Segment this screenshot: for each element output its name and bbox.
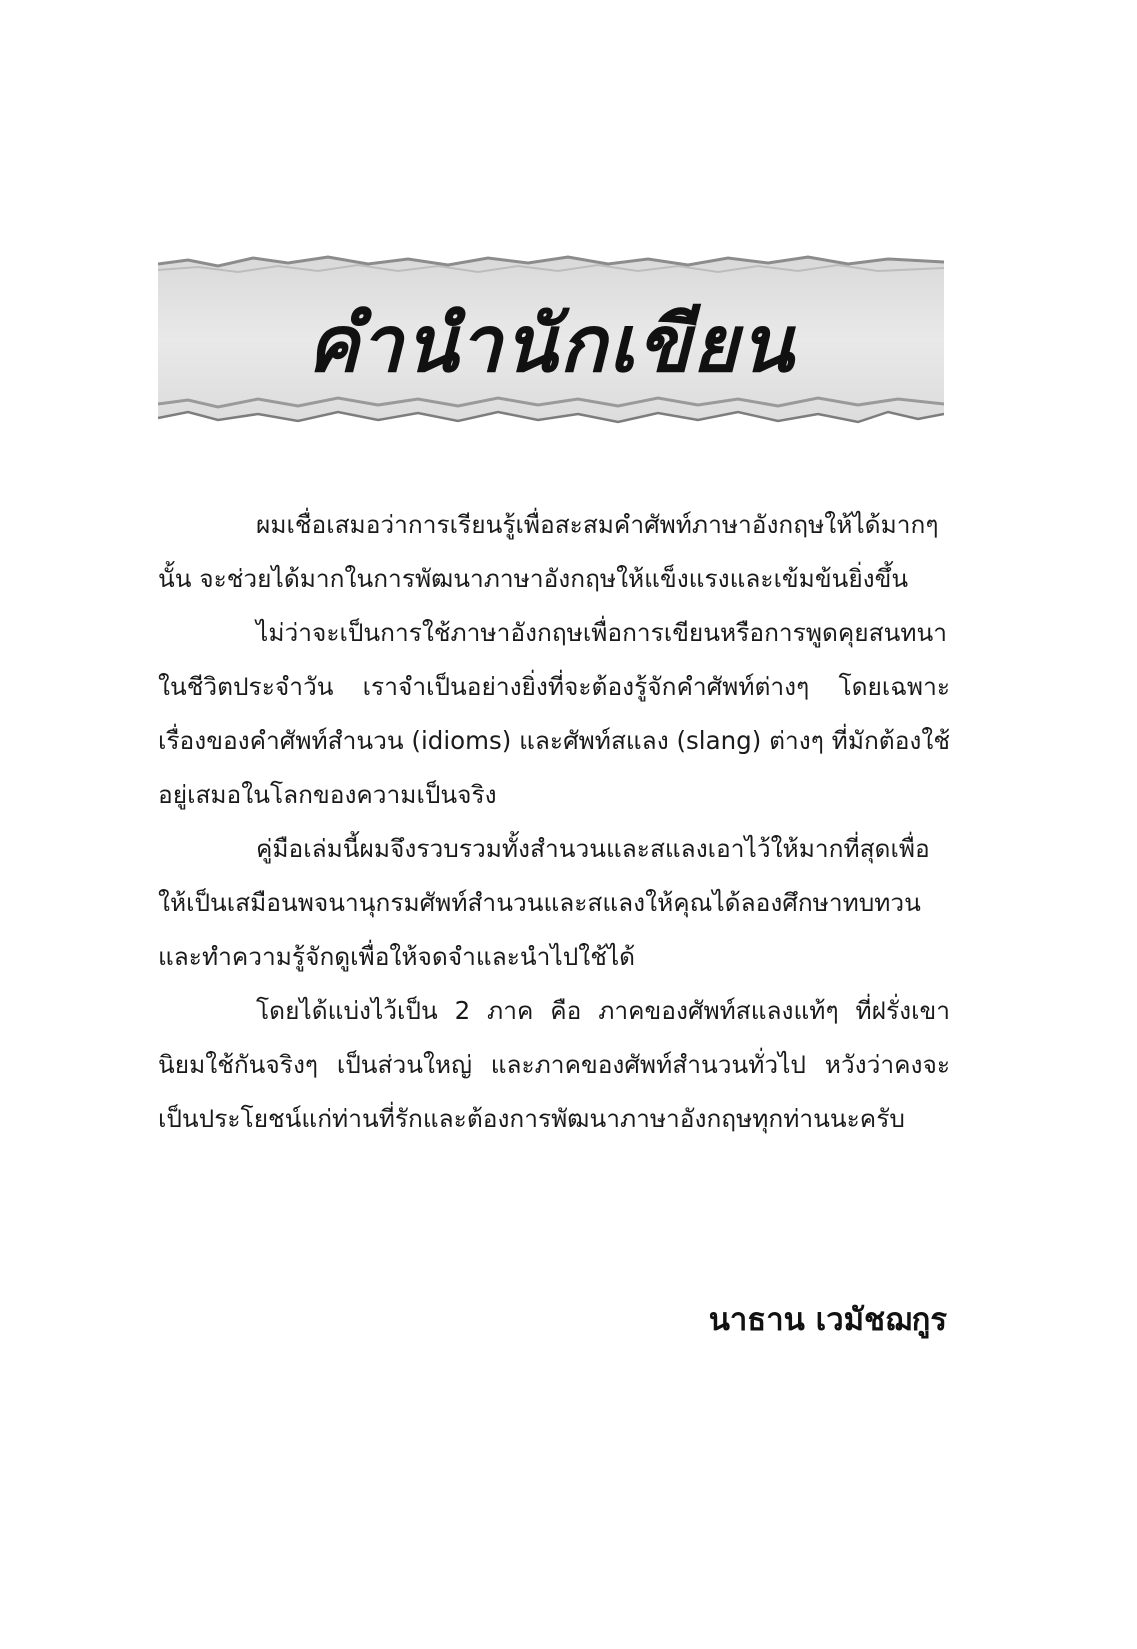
paragraph: โดยได้แบ่งไว้เป็น 2 ภาค คือ ภาคของศัพท์สแลงแท้ๆ ที่ฝรั่งเขานิยมใช้กันจริงๆ เป็นส่วนใหญ่ และภาคของศัพท์สำนวนทั่วไป หวังว่าคงจะเป็นประโยชน์แก่ท่านที่รักและต้องการพัฒนาภาษาอังกฤษทุกท่านนะครับ — [158, 996, 950, 1133]
title-banner — [158, 254, 944, 434]
paragraph: ไม่ว่าจะเป็นการใช้ภาษาอังกฤษเพื่อการเขียนหรือการพูดคุยสนทนาในชีวิตประจำวัน เราจำเป็นอย่างยิ่งที่จะต้องรู้จักคำศัพท์ต่างๆ โดยเฉพาะเรื่องของคำศัพท์สำนวน (idioms) และศัพท์สแลง (slang) ต่างๆ ที่มักต้องใช้อยู่เสมอในโลกของความเป็นจริง — [158, 618, 950, 809]
author-signature: นาธาน เวมัชฌกูร — [708, 1302, 947, 1338]
page-title: คำนำนักเขียน — [306, 299, 796, 390]
paragraph: ผมเชื่อเสมอว่าการเรียนรู้เพื่อสะสมคำศัพท์ภาษาอังกฤษให้ได้มากๆ นั้น จะช่วยได้มากในการพัฒนาภาษาอังกฤษให้แข็งแรงและเข้มข้นยิ่งขึ้น — [158, 510, 939, 593]
paragraph: คู่มือเล่มนี้ผมจึงรวบรวมทั้งสำนวนและสแลงเอาไว้ให้มากที่สุดเพื่อให้เป็นเสมือนพจนานุกรมศัพท์สำนวนและสแลงให้คุณได้ลองศึกษาทบทวน และทำความรู้จักดูเพื่อให้จดจำและนำไปใช้ได้ — [158, 834, 930, 971]
preface-body — [158, 498, 950, 1146]
